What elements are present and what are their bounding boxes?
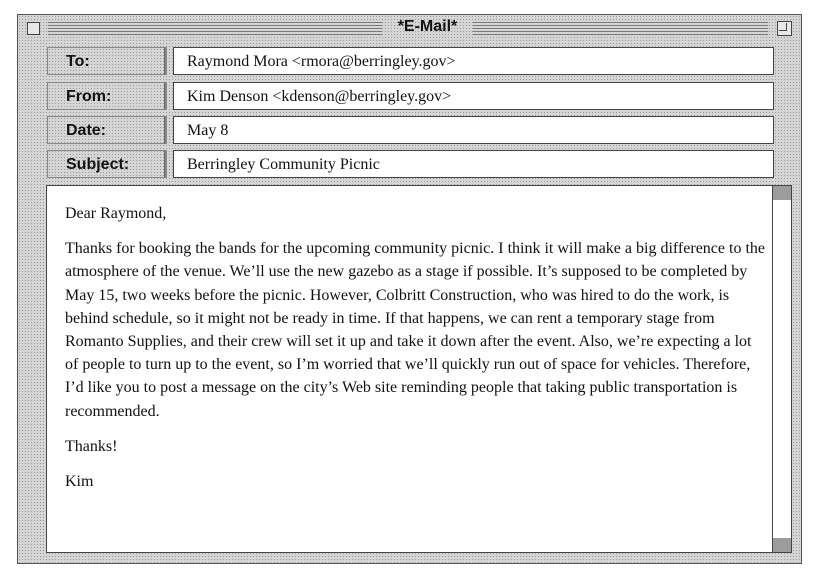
to-label: To: bbox=[47, 47, 165, 75]
vertical-scrollbar[interactable] bbox=[773, 185, 792, 553]
from-label: From: bbox=[47, 82, 165, 110]
window-title: *E-Mail* bbox=[397, 18, 458, 35]
from-field[interactable]: Kim Denson <kdenson@berringley.gov> bbox=[173, 82, 774, 110]
date-separator bbox=[165, 116, 167, 144]
title-bar[interactable] bbox=[18, 15, 801, 43]
greeting: Dear Raymond, bbox=[65, 205, 167, 222]
date-field[interactable]: May 8 bbox=[173, 116, 774, 144]
message-paragraph: Thanks for booking the bands for the upcoming community picnic. I think it will make a big difference to the atmosphere of the venue. We’ll use the new gazebo as a stage if possible. It’s supposed to be completed by May 15, two weeks before the picnic. However, Colbritt Construction, who was hired to do the work, is behind schedule, so it might not be ready in time. If that happens, we can rent a temporary stage from Romanto Supplies, and their crew will set it up and take it down after the event. Also, we’re expecting a lot of people to turn up to the event, so I’m worried that we’ll quickly run out of space for vehicles. Therefore, I’d like you to post a message on the city’s Web site reminding people that taking public transportation is recommended. bbox=[65, 240, 765, 420]
subject-separator bbox=[165, 150, 167, 178]
email-window bbox=[17, 14, 802, 564]
signature: Kim bbox=[65, 473, 94, 491]
message-body[interactable] bbox=[46, 185, 773, 553]
title-bar-stripes-left bbox=[48, 22, 382, 35]
close-box-icon[interactable] bbox=[27, 22, 40, 35]
from-separator bbox=[165, 82, 167, 110]
subject-field[interactable]: Berringley Community Picnic bbox=[173, 150, 774, 178]
message-text bbox=[65, 202, 765, 505]
closing: Thanks! bbox=[65, 437, 118, 455]
subject-label: Subject: bbox=[47, 150, 165, 178]
zoom-box-icon[interactable] bbox=[777, 21, 792, 36]
scroll-down-arrow[interactable] bbox=[773, 538, 791, 552]
title-bar-stripes-right bbox=[473, 22, 768, 35]
to-separator bbox=[165, 47, 167, 75]
date-label: Date: bbox=[47, 116, 165, 144]
scroll-up-arrow[interactable] bbox=[773, 186, 791, 200]
to-field[interactable]: Raymond Mora <rmora@berringley.gov> bbox=[173, 47, 774, 75]
